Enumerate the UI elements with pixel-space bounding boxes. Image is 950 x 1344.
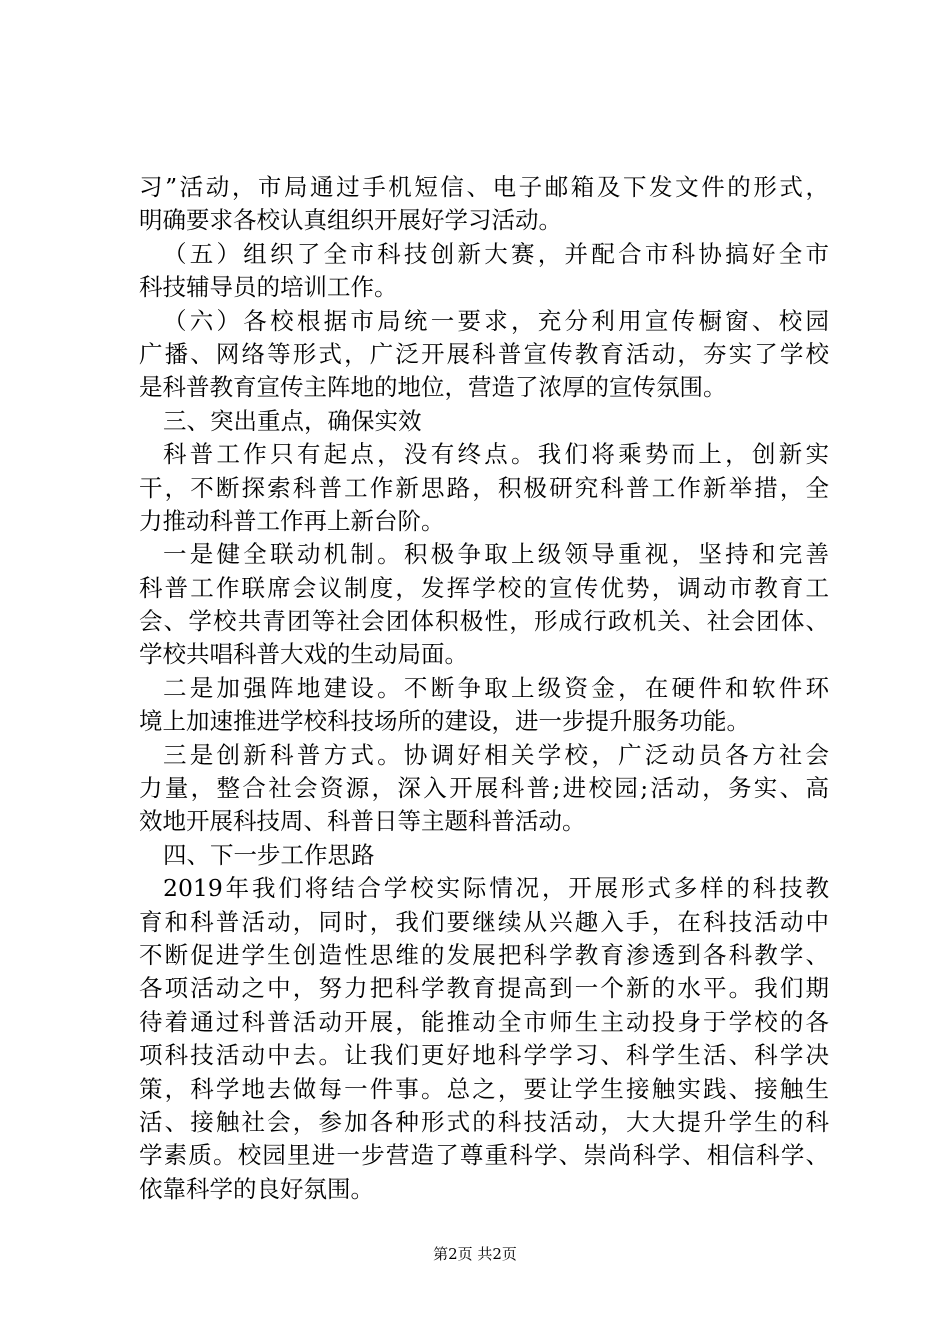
text-line: 三、突出重点，确保实效 <box>163 406 422 435</box>
text-line: 习”活动，市局通过手机短信、电子邮箱及下发文件的形式， <box>139 173 829 201</box>
page-footer: 第2页 共2页 <box>433 1245 517 1263</box>
text-line: 不断促进学生创造性思维的发展把科学教育渗透到各科教学、 <box>139 940 829 969</box>
text-line: 三是创新科普方式。协调好相关学校，广泛动员各方社会 <box>163 740 829 769</box>
text-line: 学素质。校园里进一步营造了尊重科学、崇尚科学、相信科学、 <box>139 1141 829 1170</box>
text-line: 科普工作只有起点，没有终点。我们将乘势而上，创新实 <box>163 440 829 469</box>
text-line: 力量，整合社会资源，深入开展科普;进校园;活动，务实、高 <box>139 774 829 803</box>
text-line: 科普工作联席会议制度，发挥学校的宣传优势，调动市教育工 <box>139 573 829 602</box>
text-line: 活、接触社会，参加各种形式的科技活动，大大提升学生的科 <box>139 1107 829 1136</box>
text-line: 广播、网络等形式，广泛开展科普宣传教育活动，夯实了学校 <box>139 339 829 368</box>
text-line: （六）各校根据市局统一要求，充分利用宣传橱窗、校园 <box>163 306 829 335</box>
text-line: （五）组织了全市科技创新大赛，并配合市科协搞好全市 <box>163 239 829 268</box>
text-line: 力推动科普工作再上新台阶。 <box>139 506 445 535</box>
text-line: 各项活动之中，努力把科学教育提高到一个新的水平。我们期 <box>139 974 829 1003</box>
text-line: 明确要求各校认真组织开展好学习活动。 <box>139 206 562 235</box>
text-line: 待着通过科普活动开展，能推动全市师生主动投身于学校的各 <box>139 1007 829 1036</box>
text-line: 会、学校共青团等社会团体积极性，形成行政机关、社会团体、 <box>139 607 829 636</box>
text-line: 是科普教育宣传主阵地的地位，营造了浓厚的宣传氛围。 <box>139 373 727 402</box>
text-line: 效地开展科技周、科普日等主题科普活动。 <box>139 807 586 836</box>
text-line: 科技辅导员的培训工作。 <box>139 273 398 302</box>
text-line: 项科技活动中去。让我们更好地科学学习、科学生活、科学决 <box>139 1041 829 1070</box>
text-line: 育和科普活动，同时，我们要继续从兴趣入手，在科技活动中 <box>139 907 829 936</box>
text-line: 四、下一步工作思路 <box>163 840 375 869</box>
text-line: 策，科学地去做每一件事。总之，要让学生接触实践、接触生 <box>139 1074 829 1103</box>
text-line: 一是健全联动机制。积极争取上级领导重视，坚持和完善 <box>163 540 829 569</box>
text-line: 境上加速推进学校科技场所的建设，进一步提升服务功能。 <box>139 707 750 736</box>
text-line: 2019年我们将结合学校实际情况，开展形式多样的科技教 <box>163 874 829 903</box>
text-line: 学校共唱科普大戏的生动局面。 <box>139 640 468 669</box>
text-line: 二是加强阵地建设。不断争取上级资金，在硬件和软件环 <box>163 673 829 702</box>
text-line: 干，不断探索科普工作新思路，积极研究科普工作新举措，全 <box>139 473 829 502</box>
text-line: 依靠科学的良好氛围。 <box>139 1174 374 1203</box>
document-body <box>139 171 829 1206</box>
